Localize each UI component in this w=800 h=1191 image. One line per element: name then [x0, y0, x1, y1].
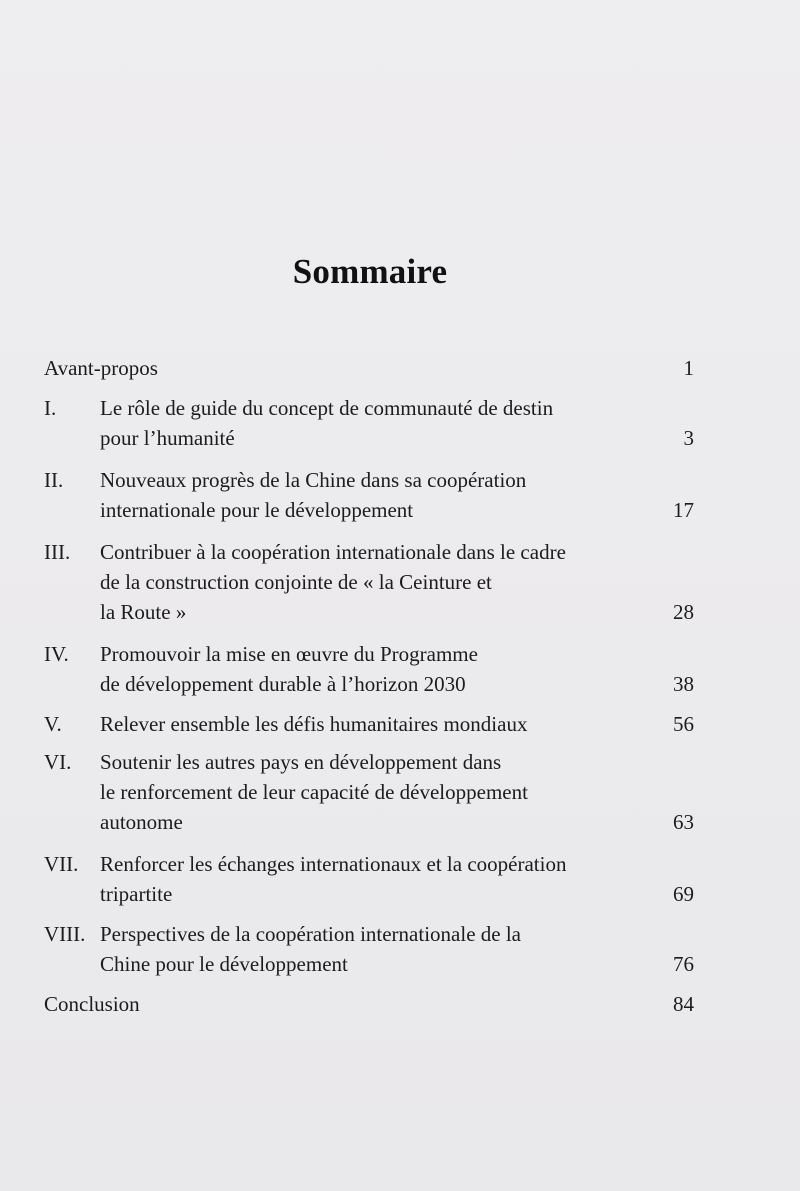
toc-entry	[44, 353, 694, 383]
toc-entry	[44, 465, 694, 525]
toc-entry	[44, 919, 694, 979]
toc-entry-title-line: de développement durable à l’horizon 2030	[100, 672, 466, 696]
toc-entry-number: V.	[44, 712, 62, 736]
toc-entry-title-line: Chine pour le développement	[100, 952, 348, 976]
toc-entry-title-line: Promouvoir la mise en œuvre du Programme	[100, 642, 478, 666]
toc-entry-title-line: le renforcement de leur capacité de développement	[100, 780, 528, 804]
toc-entry-page-number: 63	[673, 810, 694, 834]
toc-entry-title-line: Perspectives de la coopération internationale de la	[100, 922, 521, 946]
toc-entry-title-line: pour l’humanité	[100, 426, 235, 450]
toc-entry	[44, 849, 694, 909]
toc-entry-title	[44, 919, 694, 979]
page-title: Sommaire	[292, 252, 448, 291]
table-of-contents	[44, 343, 694, 1019]
toc-entry-title-line: autonome	[100, 810, 183, 834]
toc-entry-title	[44, 639, 694, 699]
toc-entry-page-number: 84	[673, 992, 694, 1016]
toc-entry-title	[44, 465, 694, 525]
toc-entry-title	[44, 747, 694, 837]
toc-entry-title-line: Soutenir les autres pays en développement dans	[100, 750, 502, 774]
toc-entry-page-number: 17	[673, 498, 694, 522]
toc-entry-title-line: Relever ensemble les défis humanitaires mondiaux	[100, 712, 528, 736]
toc-entry	[44, 709, 694, 739]
toc-entry-page-number: 69	[673, 882, 694, 906]
toc-entry-title	[44, 537, 694, 627]
toc-entry-page-number: 38	[673, 672, 694, 696]
toc-entry-title-line: la Route »	[100, 600, 187, 624]
toc-entry-number: VIII.	[44, 922, 86, 946]
toc-entry-number: IV.	[44, 642, 69, 666]
toc-entry-title	[44, 849, 694, 909]
toc-entry-title	[44, 353, 694, 383]
toc-entry-title-line: Contribuer à la coopération internationale dans le cadre	[100, 540, 566, 564]
toc-entry-title	[44, 709, 694, 739]
toc-entry-page-number: 3	[683, 426, 694, 450]
toc-entry-title-line: Nouveaux progrès de la Chine dans sa coopération	[100, 468, 527, 492]
toc-entry-page-number: 56	[673, 712, 694, 736]
toc-entry	[44, 989, 694, 1019]
toc-entry-title-line: tripartite	[100, 882, 173, 906]
toc-entry-title-line: Renforcer les échanges internationaux et la coopération	[100, 852, 567, 876]
toc-entry-title	[44, 989, 694, 1019]
toc-entry-page-number: 1	[683, 356, 694, 380]
toc-entry	[44, 747, 694, 837]
toc-entry-number: III.	[44, 540, 71, 564]
toc-entry-title-line: Conclusion	[44, 992, 140, 1016]
toc-entry	[44, 393, 694, 453]
toc-entry-number: VI.	[44, 750, 72, 774]
toc-entry-number: I.	[44, 396, 57, 420]
toc-entry	[44, 537, 694, 627]
toc-entry-title-line: de la construction conjointe de « la Ceinture et	[100, 570, 492, 594]
toc-entry-number: VII.	[44, 852, 79, 876]
toc-entry-title-line: Le rôle de guide du concept de communauté de destin	[100, 396, 554, 420]
toc-entry-page-number: 76	[673, 952, 694, 976]
toc-entry-page-number: 28	[673, 600, 694, 624]
toc-entry-title-line: Avant-propos	[44, 356, 158, 380]
toc-entry-title-line: internationale pour le développement	[100, 498, 414, 522]
toc-entry	[44, 639, 694, 699]
toc-entry-title	[44, 393, 694, 453]
toc-entry-number: II.	[44, 468, 64, 492]
